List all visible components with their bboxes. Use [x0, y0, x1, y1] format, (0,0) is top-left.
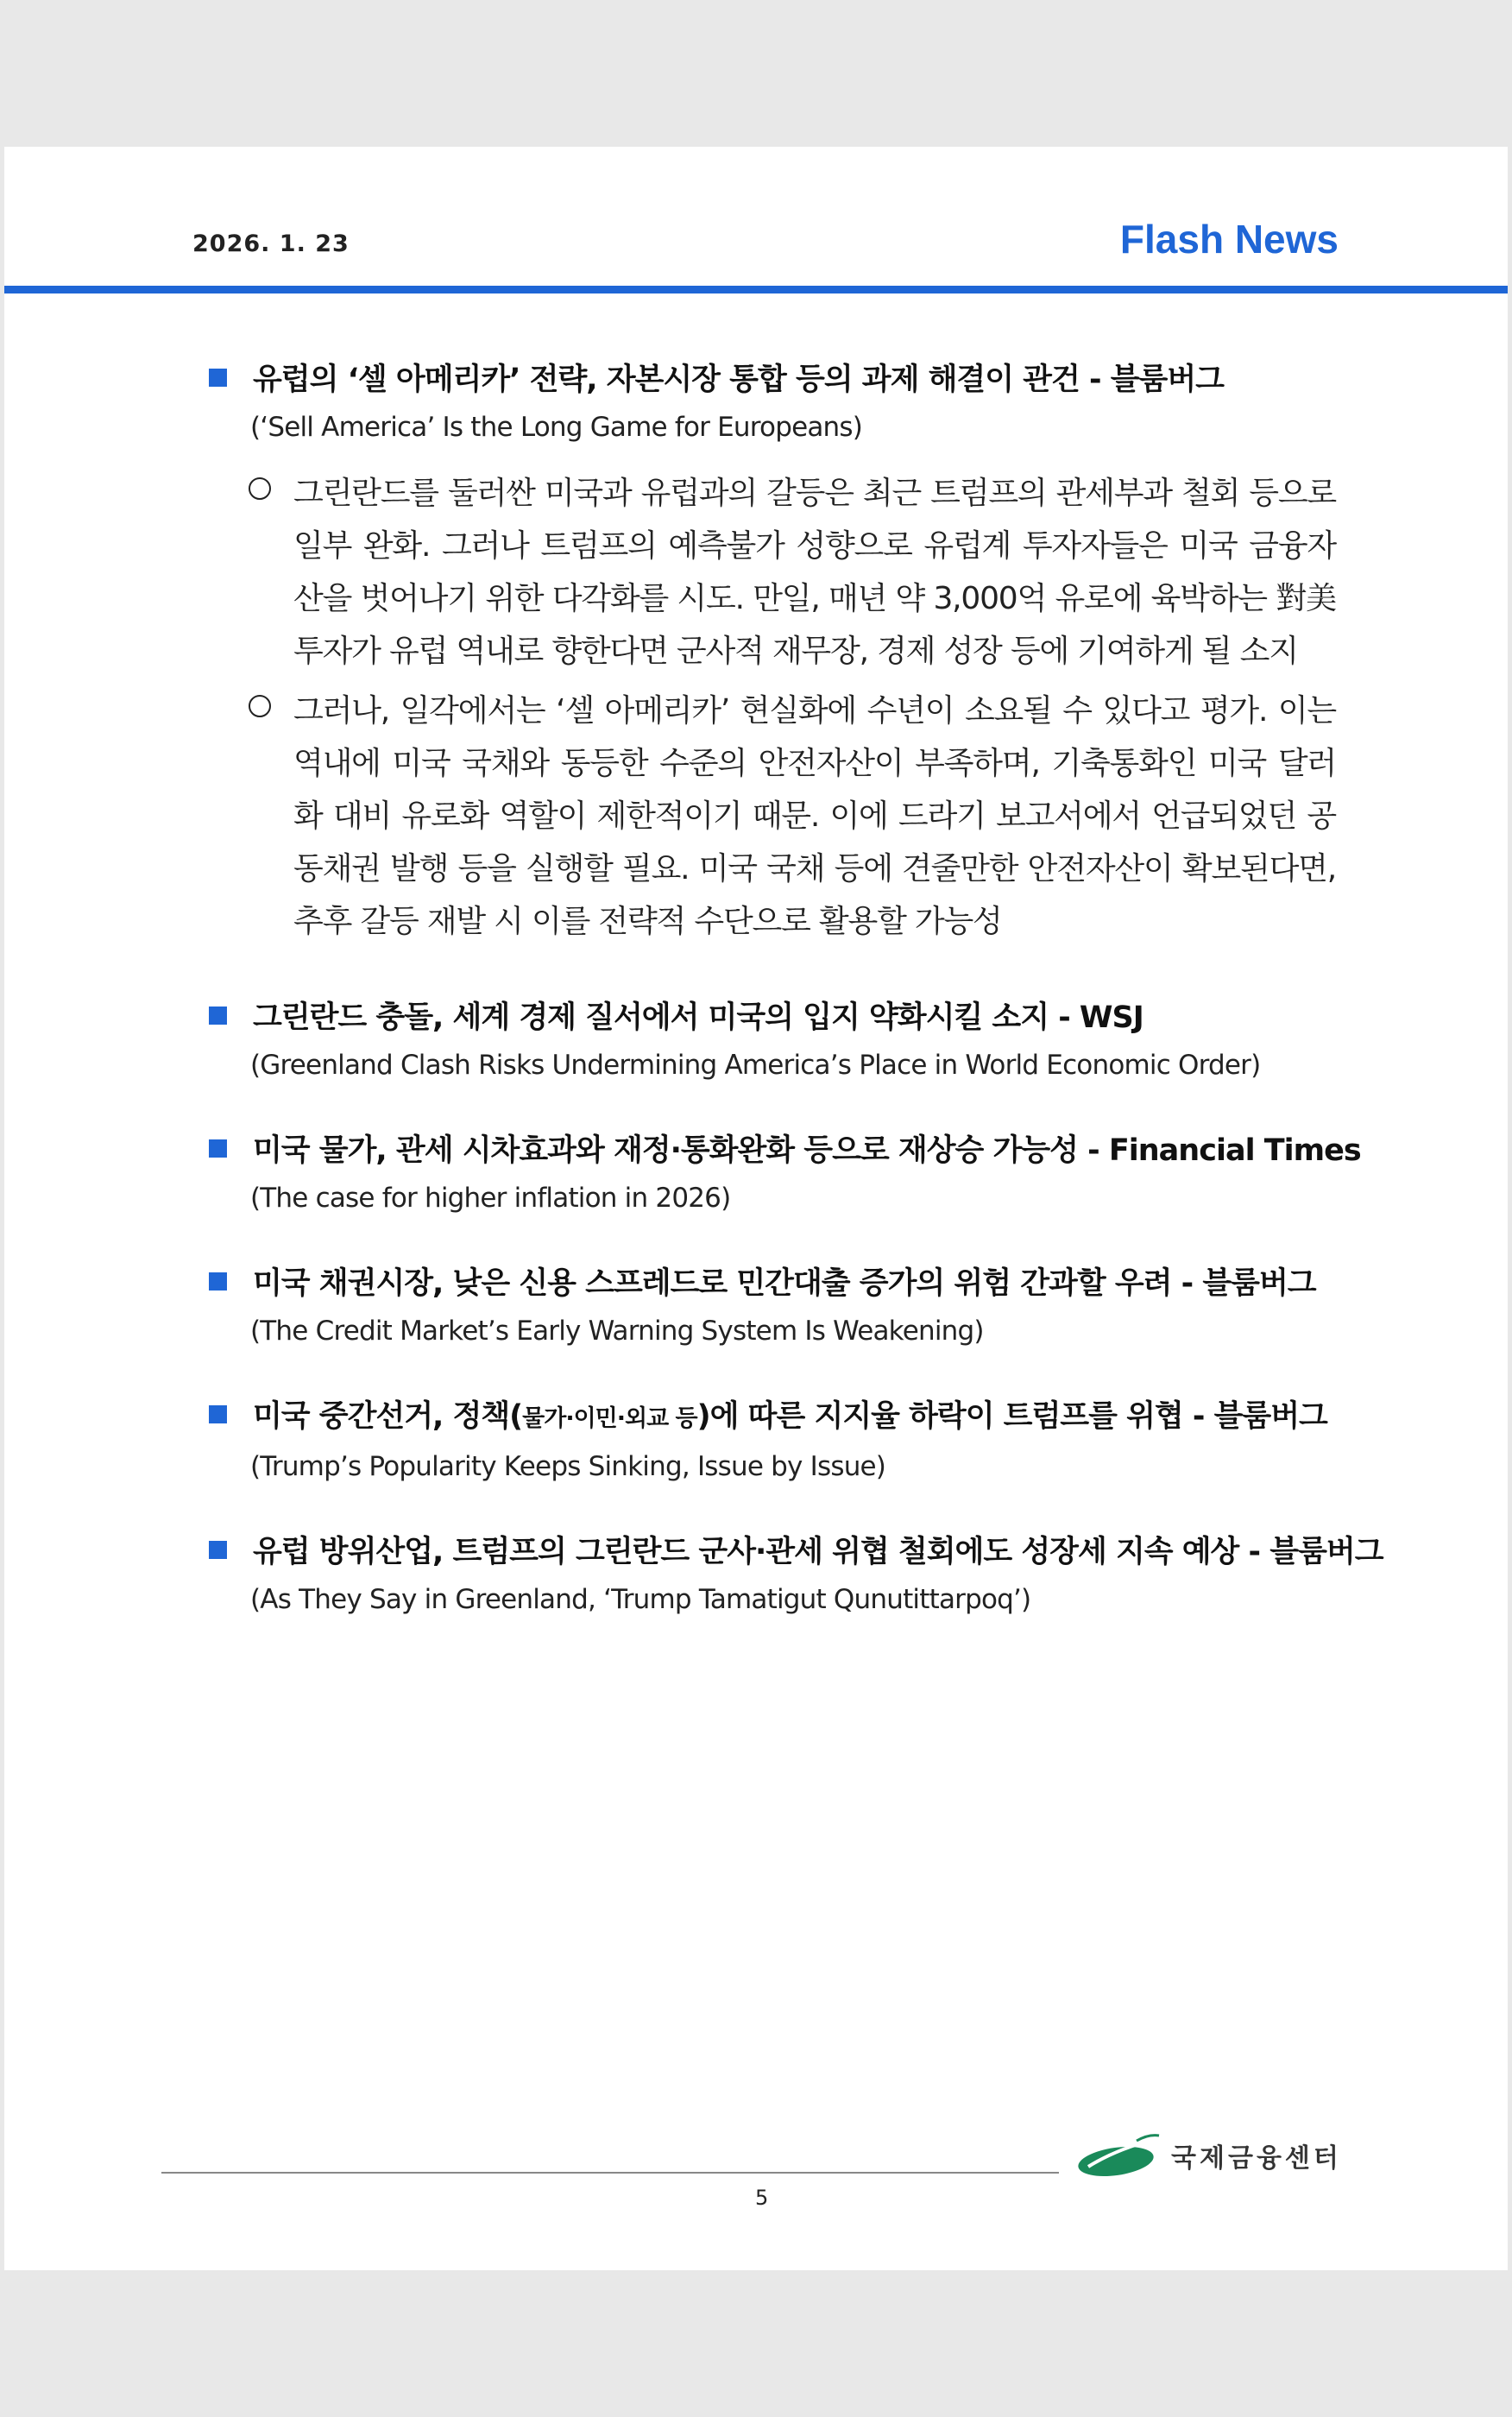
news-source-title: (‘Sell America’ Is the Long Game for Europeans): [250, 412, 863, 443]
summary-text: 그린란드를 둘러싼 미국과 유럽과의 갈등은 최근 트럼프의 관세부과 철회 등으로 일부 완화. 그러나 트럼프의 예측불가 성향으로 유럽계 투자자들은 미국 금융자산을 벗어나기 위한 다각화를 시도. 만일, 매년 약 3,000억 유로에 육박하는 對美 투자가 유럽 역내로 향한다면 군사적 재무장, 경제 성장 등에 기여하게 될 소지: [293, 476, 1336, 669]
brand-title: Flash News: [1119, 217, 1339, 262]
square-bullet-icon: [209, 1405, 227, 1423]
news-item: [205, 1530, 1383, 1619]
circle-bullet-icon: [249, 695, 271, 717]
header-rule: [4, 286, 1508, 293]
news-item: [205, 996, 1336, 1084]
news-headline: 유럽 방위산업, 트럼프의 그린란드 군사·관세 위협 철회에도 성장세 지속 예상 - 블룸버그: [253, 1535, 1383, 1569]
news-headline: 유럽의 ‘셀 아메리카’ 전략, 자본시장 통합 등의 과제 해결이 관건 - 블룸버그: [253, 363, 1224, 397]
news-source-title: (As They Say in Greenland, ‘Trump Tamatigut Qunutittarpoq’): [250, 1584, 1031, 1615]
kcif-leaf-logo-icon: [1076, 2132, 1161, 2179]
headline-policy-list: 물가·이민·외교 등: [522, 1405, 697, 1432]
document-page: [4, 147, 1508, 2270]
logo-text: 국제금융센터: [1171, 2143, 1342, 2174]
square-bullet-icon: [209, 1139, 227, 1158]
square-bullet-icon: [209, 1541, 227, 1559]
headline-part: )에 따른 지지율 하락이 트럼프를 위협 - 블룸버그: [696, 1399, 1327, 1434]
report-date: 2026. 1. 23: [192, 230, 350, 257]
summary-text: 그러나, 일각에서는 ‘셀 아메리카’ 현실화에 수년이 소요될 수 있다고 평가. 이는 역내에 미국 국채와 동등한 수준의 안전자산이 부족하며, 기축통화인 미국 달러화 대비 유로화 역할이 제한적이기 때문. 이에 드라기 보고서에서 언급되었던 공동채권 발행 등을 실행할 필요. 미국 국채 등에 견줄만한 안전자산이 확보된다면, 추후 갈등 재발 시 이를 전략적 수단으로 활용할 가능성: [293, 693, 1336, 939]
news-source-title: (Greenland Clash Risks Undermining America’s Place in World Economic Order): [250, 1050, 1261, 1081]
page-number: 5: [755, 2186, 769, 2210]
summary-bullet: [249, 467, 1336, 678]
footer-rule: [161, 2172, 1059, 2174]
headline-part: 미국 중간선거, 정책(: [253, 1399, 523, 1434]
square-bullet-icon: [209, 1272, 227, 1291]
news-item: [205, 1129, 1361, 1217]
footer-logo: [1076, 2132, 1342, 2179]
summary-bullet: [249, 685, 1336, 948]
news-item: [205, 358, 1336, 948]
circle-bullet-icon: [249, 477, 271, 500]
square-bullet-icon: [209, 369, 227, 387]
news-headline: [253, 1395, 1327, 1441]
news-source-title: (The case for higher inflation in 2026): [250, 1183, 731, 1214]
news-item: [205, 1395, 1336, 1486]
square-bullet-icon: [209, 1007, 227, 1025]
news-source-title: (The Credit Market’s Early Warning System Is Weakening): [250, 1316, 984, 1347]
news-headline: 미국 채권시장, 낮은 신용 스프레드로 민간대출 증가의 위험 간과할 우려 - 블룸버그: [253, 1266, 1316, 1301]
news-list: [205, 358, 1383, 1619]
news-item: [205, 1262, 1336, 1350]
news-source-title: (Trump’s Popularity Keeps Sinking, Issue by Issue): [250, 1451, 886, 1482]
news-headline: 미국 물가, 관세 시차효과와 재정·통화완화 등으로 재상승 가능성 - Financial Times: [253, 1133, 1361, 1168]
news-headline: 그린란드 충돌, 세계 경제 질서에서 미국의 입지 약화시킬 소지 - WSJ: [253, 1000, 1143, 1035]
